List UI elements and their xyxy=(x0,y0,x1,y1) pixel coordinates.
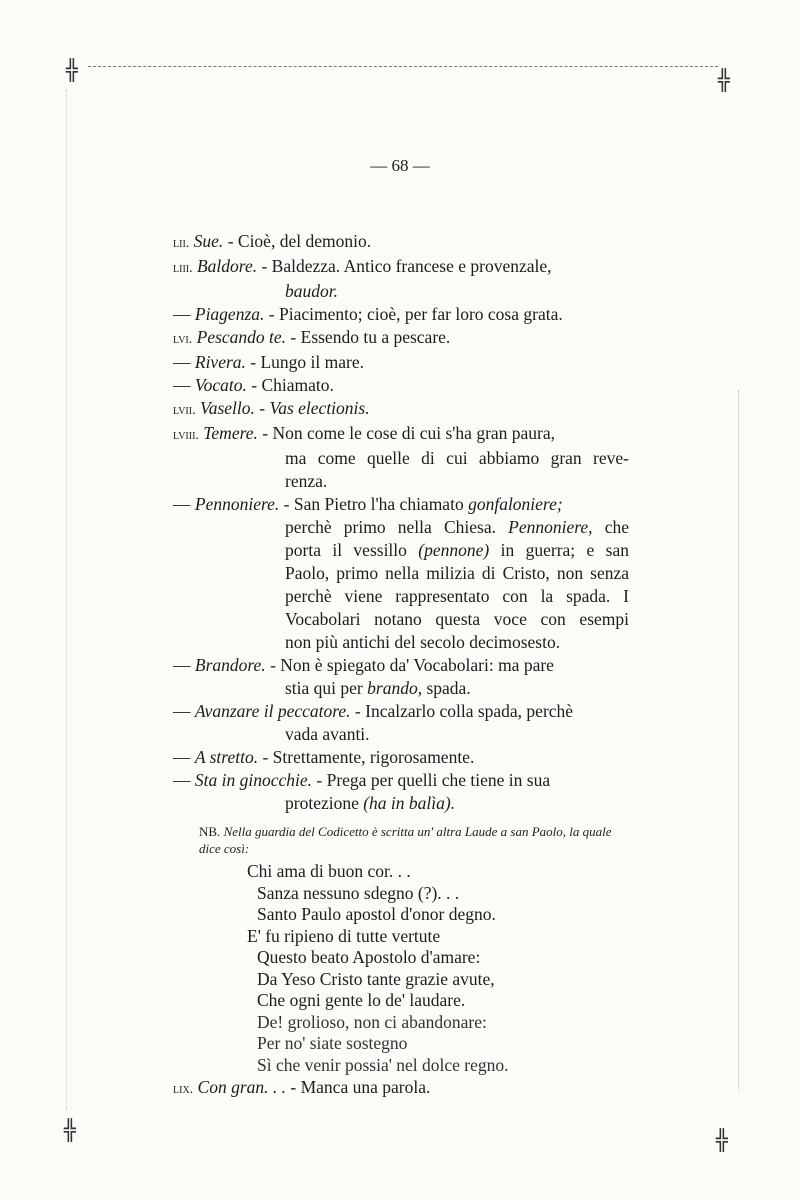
entry-text: - Manca una parola. xyxy=(286,1077,431,1097)
glossary-entry xyxy=(173,493,629,654)
glossary-entry xyxy=(173,422,629,493)
entry-head-line xyxy=(173,654,629,677)
italic-text: A stretto. xyxy=(194,747,259,767)
entry-head-line xyxy=(173,422,629,447)
italic-text: Pescando te. xyxy=(192,327,287,347)
entry-text: — xyxy=(173,375,195,395)
poem-line: Per no' siate sostegno xyxy=(257,1033,408,1053)
italic-text: Brandore. xyxy=(194,655,266,675)
left-margin-rule xyxy=(66,90,67,1110)
entry-head-line xyxy=(173,326,629,351)
entry-continuation-line xyxy=(173,792,629,815)
entry-text: - Chiamato. xyxy=(246,375,334,395)
entry-continuation-line xyxy=(173,608,629,631)
glossary-entry xyxy=(173,1076,629,1101)
glossary-entry xyxy=(173,230,629,255)
poem-line: Questo beato Apostolo d'amare: xyxy=(257,947,481,967)
entry-text: - Lungo il mare. xyxy=(245,352,364,372)
entry-text: — xyxy=(173,494,195,514)
italic-text: Con gran. . . xyxy=(193,1077,287,1097)
corner-ornament-icon: ╬ xyxy=(66,58,79,82)
entry-text: stia qui per xyxy=(285,678,368,698)
italic-text: Sue. xyxy=(189,231,224,251)
entry-text: — xyxy=(173,655,195,675)
italic-text: Piagenza. xyxy=(194,304,265,324)
glossary-entry xyxy=(173,397,629,422)
entry-text: in guerra; e san xyxy=(489,540,629,560)
note xyxy=(173,823,629,857)
entry-text: protezione xyxy=(285,793,364,813)
entry-text: — xyxy=(173,304,195,324)
glossary-entry xyxy=(173,255,629,303)
top-border-rule xyxy=(88,66,718,67)
entry-text: - Baldezza. Antico francese e provenzale, xyxy=(257,256,552,276)
entry-head-line xyxy=(173,746,629,769)
glossary-entry xyxy=(173,746,629,769)
entry-number: lii. xyxy=(173,236,190,251)
italic-text: (pennone) xyxy=(418,540,490,560)
entry-text: - Incalzarlo colla spada, perchè xyxy=(350,701,574,721)
right-margin-rule xyxy=(738,390,739,1090)
entry-text: renza. xyxy=(285,471,328,491)
italic-text: gonfaloniere; xyxy=(468,494,563,514)
entry-text: — xyxy=(173,352,195,372)
entry-head-line xyxy=(173,351,629,374)
entry-continuation-line xyxy=(173,631,629,654)
entry-head-line xyxy=(173,374,629,397)
glossary-entry xyxy=(173,654,629,700)
entry-number: lix. xyxy=(173,1082,194,1097)
italic-text: Rivera. xyxy=(194,352,246,372)
entry-text: perchè viene rappresentato con la spada. I xyxy=(285,586,629,606)
entry-head-line xyxy=(173,255,629,280)
entry-head-line xyxy=(173,769,629,792)
entry-number: lvi. xyxy=(173,332,193,347)
entry-continuation-line xyxy=(173,585,629,608)
italic-text: Sta in ginocchie. xyxy=(194,770,313,790)
italic-text: Vocato. xyxy=(194,375,247,395)
entry-text: porta il vessillo xyxy=(285,540,419,560)
glossary-entries xyxy=(173,230,629,815)
italic-text: Pennoniere. xyxy=(194,494,280,514)
entry-head-line xyxy=(173,493,629,516)
poem-line: Santo Paulo apostol d'onor degno. xyxy=(257,904,496,924)
corner-ornament-icon: ╬ xyxy=(64,1118,77,1142)
glossary-entry xyxy=(173,351,629,374)
entry-continuation-line xyxy=(173,447,629,470)
entry-continuation-line xyxy=(173,280,629,303)
entry-text: Vocabolari notano questa voce con esempi xyxy=(285,609,629,629)
poem-line: Sanza nessuno sdegno (?). . . xyxy=(257,882,460,903)
entry-text: - Prega per quelli che tiene in sua xyxy=(312,770,551,790)
italic-text: Vasello. xyxy=(195,398,255,418)
italic-text: Temere. xyxy=(198,423,258,443)
italic-text: Avanzare il peccatore. xyxy=(194,701,351,721)
glossary-entry xyxy=(173,374,629,397)
corner-ornament-icon: ╬ xyxy=(718,68,731,92)
entry-text: — xyxy=(173,770,195,790)
entry-continuation-line xyxy=(173,562,629,585)
entry-continuation-line xyxy=(173,539,629,562)
entry-text: - Non è spiegato da' Vocabolari: ma pare xyxy=(265,655,554,675)
glossary-entry xyxy=(173,326,629,351)
entry-text: — xyxy=(173,747,195,767)
poem-line: Da Yeso Cristo tante grazie avute, xyxy=(257,968,495,989)
poem-line: E' fu ripieno di tutte vertute xyxy=(247,925,441,946)
entry-text: - Essendo tu a pescare. xyxy=(286,327,451,347)
entry-head-line xyxy=(173,303,629,326)
note-text: Nella guardia del Codicetto è scritta un' altra Laude a san Paolo, la quale dice così: xyxy=(199,824,612,856)
glossary-entry xyxy=(173,303,629,326)
entry-head-line xyxy=(173,397,629,422)
entry-number: lviii. xyxy=(173,428,199,443)
entry-continuation-line xyxy=(173,516,629,539)
corner-ornament-icon: ╬ xyxy=(716,1128,729,1152)
entry-text: — xyxy=(173,701,195,721)
entry-text: ma come quelle di cui abbiamo gran reve- xyxy=(285,448,629,468)
glossary-entry xyxy=(173,700,629,746)
entry-text: spada. xyxy=(422,678,471,698)
entry-text: perchè primo nella Chiesa. xyxy=(285,517,509,537)
poem-line: Sì che venir possia' nel dolce regno. xyxy=(257,1054,509,1075)
entry-text: che xyxy=(592,517,629,537)
poem-line: Che ogni gente lo de' laudare. xyxy=(257,990,466,1010)
entry-continuation-line xyxy=(173,723,629,746)
page-number: — 68 — xyxy=(370,156,430,175)
glossary-entry xyxy=(173,769,629,815)
glossary-body xyxy=(173,230,629,1101)
entry-text: - Piacimento; cioè, per far loro cosa grata. xyxy=(264,304,563,324)
italic-text: Pennoniere, xyxy=(508,517,593,537)
italic-text: baudor. xyxy=(285,281,338,301)
entry-text: non più antichi del secolo decimosesto. xyxy=(285,632,561,652)
italic-text: (ha in balìa). xyxy=(363,793,456,813)
entry-number: lvii. xyxy=(173,403,196,418)
poem-line: Chi ama di buon cor. . . xyxy=(247,861,411,881)
entry-text: vada avanti. xyxy=(285,724,370,744)
entry-text: - Cioè, del demonio. xyxy=(223,231,372,251)
entry-text: - Non come le cose di cui s'ha gran paura, xyxy=(257,423,556,443)
note-label: NB. xyxy=(199,824,221,839)
entry-continuation-line xyxy=(173,677,629,700)
poem xyxy=(173,861,629,1076)
italic-text: Vas electionis. xyxy=(269,398,370,418)
entry-continuation-line xyxy=(173,470,629,493)
italic-text: brando, xyxy=(367,678,423,698)
entry-head-line xyxy=(173,230,629,255)
italic-text: Baldore. xyxy=(192,256,258,276)
entry-number: liii. xyxy=(173,261,193,276)
poem-line: De! grolioso, non ci abandonare: xyxy=(257,1011,487,1032)
entry-head-line xyxy=(173,700,629,723)
entry-text: - xyxy=(254,398,270,418)
entry-text: - San Pietro l'ha chiamato xyxy=(279,494,469,514)
entry-text: Paolo, primo nella milizia di Cristo, non senza xyxy=(285,563,629,583)
entry-text: - Strettamente, rigorosamente. xyxy=(258,747,475,767)
